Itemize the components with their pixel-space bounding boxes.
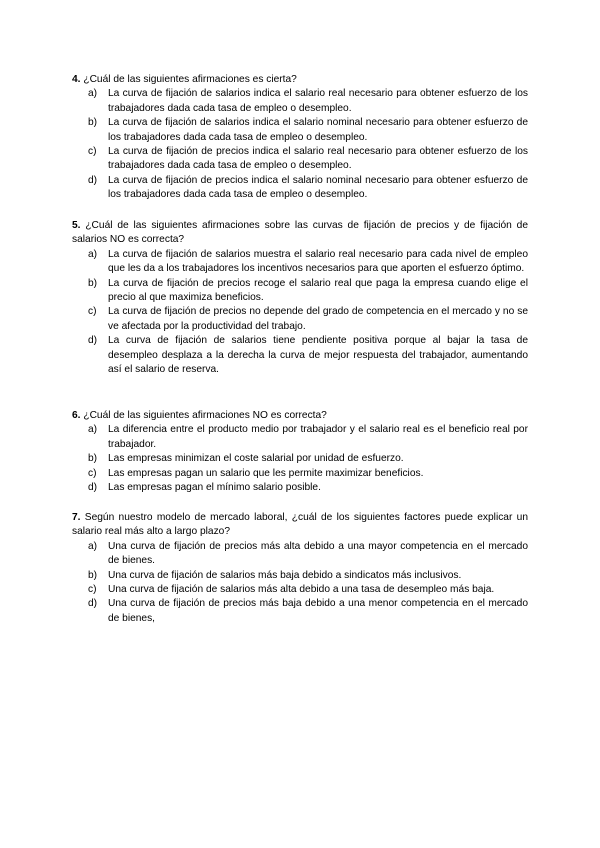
option-text: Una curva de fijación de salarios más baja debido a sindicatos más inclusivos.	[108, 569, 462, 581]
option-letter: d)	[88, 335, 98, 347]
option-text: Una curva de fijación de precios más alta debido a una mayor competencia en el mercado de bienes.	[108, 540, 528, 567]
option-letter: a)	[88, 424, 98, 436]
question-7	[72, 511, 528, 626]
option-text: La curva de fijación de salarios indica el salario nominal necesario para obtener esfuerzo de los trabajadores dada cada tasa de empleo o desempleo.	[108, 117, 528, 143]
options-list	[72, 248, 528, 378]
option-d	[72, 174, 528, 203]
option-text: La curva de fijación de precios indica el salario real necesario para obtener esfuerzo de los trabajadores dada cada tasa de empleo o desempleo.	[108, 146, 528, 172]
option-text: Una curva de fijación de precios más baja debido a una menor competencia en el mercado de bienes,	[108, 598, 528, 624]
option-a	[72, 87, 528, 116]
option-letter: a)	[88, 88, 98, 100]
options-list	[72, 423, 528, 495]
option-text: Una curva de fijación de salarios más alta debido a una tasa de desempleo más baja.	[108, 584, 495, 596]
options-list	[72, 540, 528, 626]
option-text: Las empresas pagan el mínimo salario posible.	[108, 482, 321, 494]
option-letter: c)	[88, 584, 97, 596]
question-text: ¿Cuál de las siguientes afirmaciones NO es correcta?	[83, 410, 327, 421]
question-number: 4.	[72, 74, 81, 85]
question-number: 7.	[72, 512, 81, 523]
option-text: La curva de fijación de precios recoge el salario real que paga la empresa cuando elige el precio al que maximiza beneficios.	[108, 277, 528, 304]
option-letter: c)	[88, 146, 97, 158]
option-text: La curva de fijación de salarios indica el salario real necesario para obtener esfuerzo de los trabajadores dada cada tasa de empleo o desempleo.	[108, 88, 528, 114]
option-d	[72, 597, 528, 626]
option-a	[72, 423, 528, 452]
option-letter: a)	[88, 248, 98, 260]
option-letter: a)	[88, 540, 98, 552]
option-text: La curva de fijación de precios no depende del grado de competencia en el mercado y no se ve afectada por la productividad del trabajo.	[108, 306, 528, 332]
question-stem	[72, 73, 528, 87]
option-letter: c)	[88, 467, 97, 479]
option-c	[72, 305, 528, 334]
question-number: 5.	[72, 220, 81, 231]
question-stem	[72, 219, 528, 248]
options-list	[72, 87, 528, 202]
option-c	[72, 145, 528, 174]
question-number: 6.	[72, 410, 81, 421]
option-letter: b)	[88, 569, 98, 581]
question-5	[72, 219, 528, 377]
option-c	[72, 583, 528, 597]
option-d	[72, 481, 528, 495]
option-a	[72, 248, 528, 277]
option-text: La curva de fijación de precios indica el salario nominal necesario para obtener esfuerzo de los trabajadores dada cada tasa de empleo o desempleo.	[108, 174, 528, 201]
option-letter: b)	[88, 277, 98, 289]
option-b	[72, 452, 528, 466]
question-4	[72, 73, 528, 203]
option-b	[72, 116, 528, 145]
question-text: Según nuestro modelo de mercado laboral, ¿cuál de los siguientes factores puede explicar un salario real más alto a largo plazo?	[72, 512, 528, 538]
question-stem	[72, 511, 528, 540]
option-letter: d)	[88, 598, 98, 610]
question-text: ¿Cuál de las siguientes afirmaciones es cierta?	[83, 74, 297, 85]
option-b	[72, 569, 528, 583]
option-letter: b)	[88, 453, 98, 465]
question-text: ¿Cuál de las siguientes afirmaciones sobre las curvas de fijación de precios y de fijación de salarios NO es correcta?	[72, 220, 528, 246]
option-text: Las empresas pagan un salario que les permite maximizar beneficios.	[108, 467, 424, 479]
option-letter: d)	[88, 174, 98, 186]
option-letter: c)	[88, 306, 97, 318]
option-b	[72, 277, 528, 306]
option-letter: b)	[88, 117, 98, 129]
option-text: Las empresas minimizan el coste salarial por unidad de esfuerzo.	[108, 453, 404, 465]
option-a	[72, 540, 528, 569]
option-c	[72, 467, 528, 481]
question-stem	[72, 409, 528, 423]
question-6	[72, 409, 528, 495]
option-d	[72, 334, 528, 377]
option-text: La diferencia entre el producto medio por trabajador y el salario real es el beneficio real por trabajador.	[108, 424, 528, 450]
option-letter: d)	[88, 482, 98, 494]
option-text: La curva de fijación de salarios tiene pendiente positiva porque al bajar la tasa de desempleo desplaza a la derecha la curva de mejor respuesta del trabajador, aumentando así el salario de reserva.	[108, 335, 528, 376]
option-text: La curva de fijación de salarios muestra el salario real necesario para cada nivel de empleo que les da a los trabajadores los incentivos necesarios para que aporten el esfuerzo óptimo.	[108, 248, 528, 275]
